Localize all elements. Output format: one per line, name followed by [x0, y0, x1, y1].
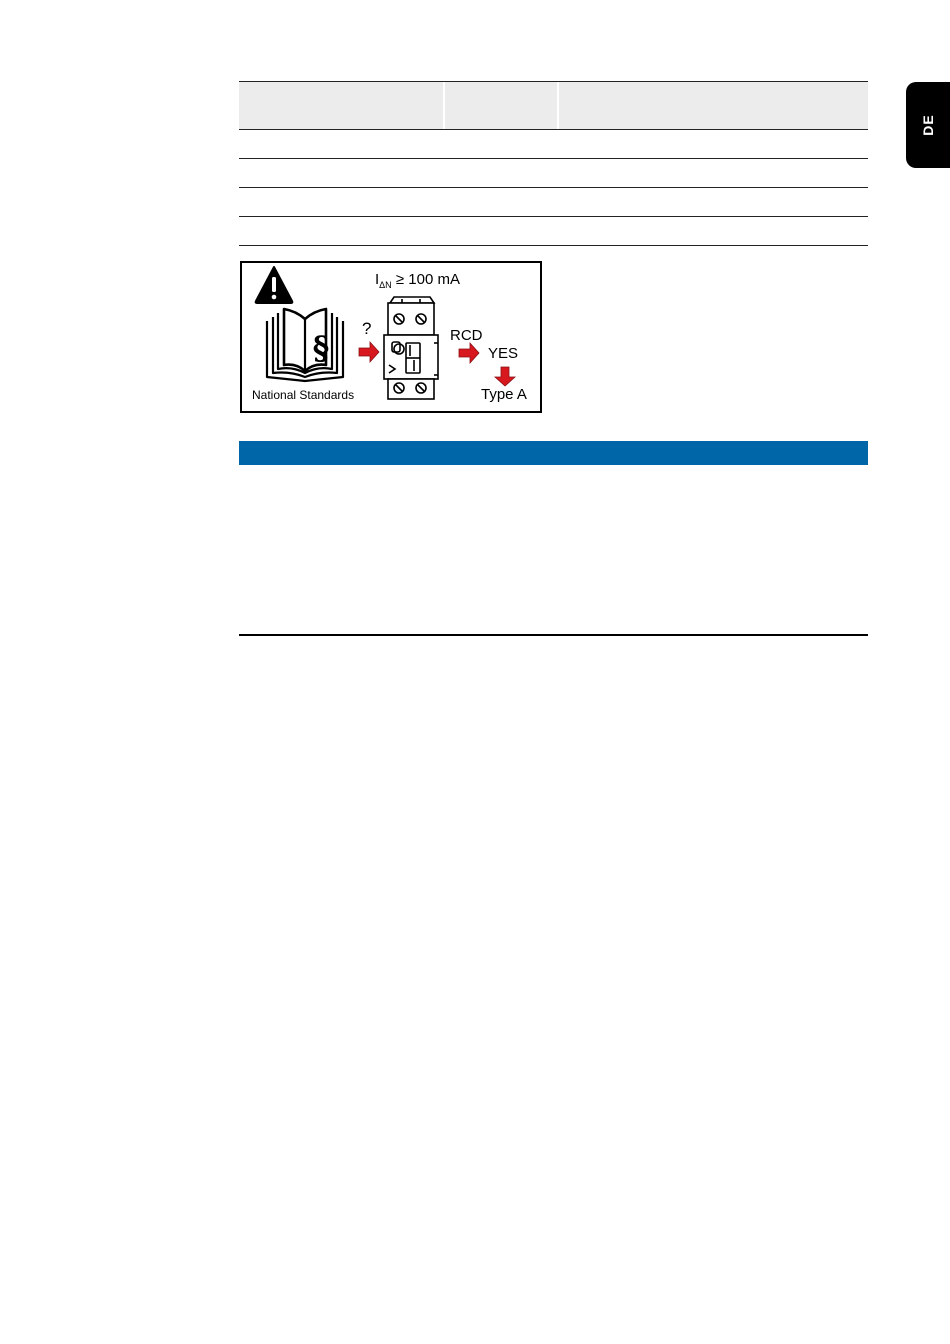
- table-header-cell: [443, 82, 557, 129]
- rcd-requirement-figure: [240, 261, 542, 413]
- table-cell: [443, 130, 557, 158]
- table-cell: [557, 188, 868, 216]
- section-banner: [239, 441, 868, 465]
- table-cell: [443, 188, 557, 216]
- table-cell: [557, 159, 868, 187]
- language-tab[interactable]: [906, 82, 950, 168]
- table-header-row: [239, 81, 868, 130]
- table-header-cell: [239, 82, 443, 129]
- type-label: Type A: [481, 386, 527, 403]
- table-cell: [557, 130, 868, 158]
- table-cell: [443, 159, 557, 187]
- arrow-right-icon: [459, 343, 479, 363]
- current-threshold: ≥ 100 mA: [395, 271, 460, 288]
- arrow-right-icon: [359, 342, 379, 362]
- table-cell: [239, 217, 443, 245]
- table-row: [239, 159, 868, 188]
- book-caption: National Standards: [252, 388, 355, 402]
- table-row: [239, 188, 868, 217]
- language-tab-label: DE: [920, 114, 936, 136]
- section-divider: [239, 634, 868, 636]
- current-subscript: ΔN: [379, 280, 392, 290]
- standards-book-icon: [267, 309, 343, 381]
- table-header-cell: [557, 82, 868, 129]
- rcd-label: RCD: [450, 327, 483, 344]
- table-row: [239, 130, 868, 159]
- table-row: [239, 217, 868, 246]
- table-cell: [443, 217, 557, 245]
- warning-icon: [256, 267, 293, 303]
- current-symbol: I: [375, 271, 380, 288]
- question-mark: ?: [362, 319, 372, 338]
- table-cell: [239, 130, 443, 158]
- spec-table: [239, 81, 868, 246]
- book-section-symbol: §: [312, 329, 330, 367]
- current-label: [375, 271, 460, 290]
- yes-label: YES: [488, 345, 519, 362]
- arrow-down-icon: [495, 367, 515, 386]
- rcd-device-icon: [384, 297, 438, 399]
- table-cell: [239, 159, 443, 187]
- table-cell: [239, 188, 443, 216]
- table-cell: [557, 217, 868, 245]
